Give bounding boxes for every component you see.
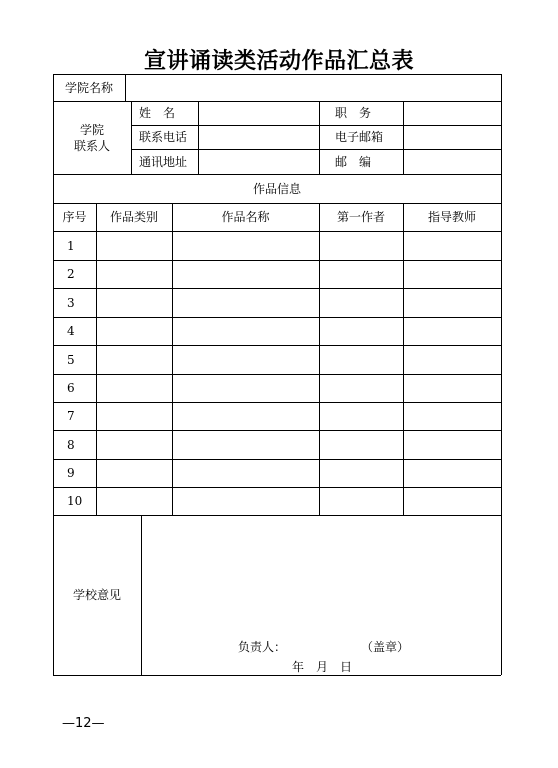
- table-row-number: 8: [67, 437, 75, 452]
- contact-label: [53, 101, 131, 174]
- contact-label-line1: 学院: [79, 122, 104, 137]
- row-line: [53, 260, 501, 261]
- table-row-number: 4: [67, 324, 75, 338]
- header-work-name: 作品名称: [221, 210, 270, 224]
- table-row-number: 10: [67, 494, 83, 508]
- email-label: 电子邮箱: [335, 130, 384, 144]
- table-row-number: 9: [67, 466, 75, 480]
- address-label: 通讯地址: [139, 154, 188, 169]
- contact-label-line2: 联系人: [73, 138, 110, 153]
- col-line: [403, 203, 404, 515]
- table-row-number: 1: [67, 238, 75, 253]
- row-line: [53, 402, 501, 403]
- row-line: [53, 345, 501, 346]
- phone-label: 联系电话: [139, 130, 188, 144]
- position-field[interactable]: [404, 102, 501, 125]
- table-border-bottom: [53, 675, 501, 676]
- row-line: [53, 231, 501, 232]
- school-opinion-field[interactable]: [142, 516, 501, 636]
- postcode-field[interactable]: [404, 150, 501, 174]
- header-category: 作品类别: [109, 210, 158, 224]
- row-line: [53, 430, 501, 431]
- row-line: [53, 487, 501, 488]
- col-line: [319, 203, 320, 515]
- row-line: [53, 288, 501, 289]
- table-row-number: 7: [67, 409, 75, 423]
- col-line: [96, 203, 97, 515]
- college-name-label: 学院名称: [64, 80, 113, 95]
- header-index: 序号: [62, 210, 87, 224]
- address-field[interactable]: [199, 150, 319, 174]
- phone-field[interactable]: [199, 126, 319, 149]
- form-title: 宣讲诵读类活动作品汇总表: [143, 48, 414, 74]
- works-section-header: 作品信息: [252, 181, 301, 196]
- email-field[interactable]: [404, 126, 501, 149]
- date-label: 年 月 日: [291, 660, 352, 674]
- college-name-field[interactable]: [126, 75, 501, 101]
- row-line: [53, 374, 501, 375]
- table-border-right: [501, 74, 502, 675]
- header-first-author: 第一作者: [336, 210, 385, 224]
- position-label: 职 务: [335, 106, 372, 120]
- name-field[interactable]: [199, 102, 319, 125]
- page-number: —12—: [62, 716, 105, 731]
- row-line: [53, 317, 501, 318]
- table-row-number: 5: [67, 352, 75, 367]
- school-opinion-label: 学校意见: [72, 588, 121, 602]
- responsible-person-label: 负责人：: [237, 640, 286, 654]
- seal-label: （盖章）: [360, 640, 409, 654]
- row-line: [53, 459, 501, 460]
- postcode-label: 邮 编: [335, 154, 372, 169]
- table-row-number: 2: [67, 267, 75, 281]
- name-label: 姓 名: [139, 106, 176, 120]
- table-row-number: 6: [67, 381, 75, 395]
- col-line: [172, 203, 173, 515]
- header-advisor: 指导教师: [427, 210, 476, 224]
- table-row-number: 3: [67, 295, 75, 310]
